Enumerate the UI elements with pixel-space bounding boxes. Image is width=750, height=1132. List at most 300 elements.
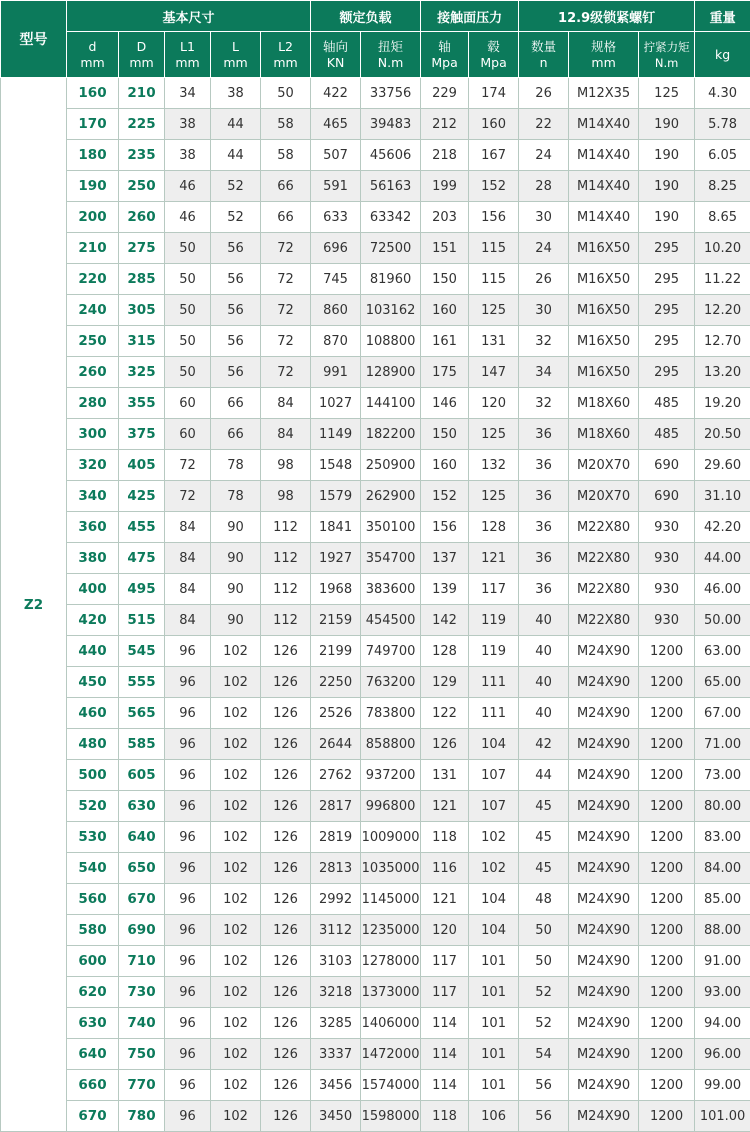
cell-D: 780 — [119, 1101, 165, 1132]
cell-axial: 422 — [311, 78, 361, 109]
cell-L1: 60 — [165, 419, 211, 450]
cell-L2: 72 — [261, 233, 311, 264]
cell-L2: 72 — [261, 295, 311, 326]
cell-L2: 126 — [261, 1039, 311, 1070]
cell-hub-pressure: 119 — [469, 605, 519, 636]
cell-bolt-qty: 52 — [519, 1008, 569, 1039]
basic-size-header: 基本尺寸 — [67, 1, 311, 32]
cell-d: 540 — [67, 853, 119, 884]
col-D: D mm — [119, 32, 165, 78]
cell-bolt-spec: M24X90 — [569, 822, 639, 853]
cell-axial: 1579 — [311, 481, 361, 512]
table-row — [1, 78, 750, 109]
cell-axial: 696 — [311, 233, 361, 264]
cell-shaft-pressure: 229 — [421, 78, 469, 109]
table-row — [1, 419, 750, 450]
cell-hub-pressure: 104 — [469, 915, 519, 946]
cell-bolt-qty: 42 — [519, 729, 569, 760]
cell-axial: 2199 — [311, 636, 361, 667]
cell-bolt-spec: M22X80 — [569, 512, 639, 543]
cell-bolt-qty: 40 — [519, 636, 569, 667]
cell-hub-pressure: 102 — [469, 853, 519, 884]
cell-hub-pressure: 106 — [469, 1101, 519, 1132]
col-L1: L1 mm — [165, 32, 211, 78]
weight-header: 重量 — [695, 1, 750, 32]
cell-bolt-spec: M16X50 — [569, 233, 639, 264]
cell-D: 305 — [119, 295, 165, 326]
cell-L2: 126 — [261, 946, 311, 977]
cell-bolt-spec: M24X90 — [569, 915, 639, 946]
cell-torque: 763200 — [361, 667, 421, 698]
cell-L: 102 — [211, 1008, 261, 1039]
cell-axial: 3450 — [311, 1101, 361, 1132]
cell-d: 220 — [67, 264, 119, 295]
cell-bolt-qty: 36 — [519, 419, 569, 450]
cell-bolt-spec: M24X90 — [569, 884, 639, 915]
cell-torque: 354700 — [361, 543, 421, 574]
cell-L2: 126 — [261, 915, 311, 946]
cell-shaft-pressure: 120 — [421, 915, 469, 946]
cell-hub-pressure: 125 — [469, 295, 519, 326]
bolt-header: 12.9级锁紧螺钉 — [519, 1, 695, 32]
cell-d: 400 — [67, 574, 119, 605]
cell-D: 210 — [119, 78, 165, 109]
cell-hub-pressure: 120 — [469, 388, 519, 419]
cell-d: 500 — [67, 760, 119, 791]
cell-bolt-spec: M14X40 — [569, 109, 639, 140]
cell-L: 102 — [211, 1101, 261, 1132]
cell-hub-pressure: 111 — [469, 698, 519, 729]
cell-d: 240 — [67, 295, 119, 326]
cell-shaft-pressure: 128 — [421, 636, 469, 667]
cell-weight: 4.30 — [695, 78, 750, 109]
col-hub-pressure: 毂 Mpa — [469, 32, 519, 78]
cell-L: 102 — [211, 915, 261, 946]
table-row — [1, 884, 750, 915]
cell-tighten-torque: 1200 — [639, 791, 695, 822]
cell-weight: 13.20 — [695, 357, 750, 388]
cell-D: 515 — [119, 605, 165, 636]
cell-L1: 96 — [165, 946, 211, 977]
cell-bolt-qty: 52 — [519, 977, 569, 1008]
cell-hub-pressure: 111 — [469, 667, 519, 698]
cell-tighten-torque: 1200 — [639, 1101, 695, 1132]
cell-torque: 56163 — [361, 171, 421, 202]
cell-tighten-torque: 190 — [639, 140, 695, 171]
cell-bolt-spec: M20X70 — [569, 450, 639, 481]
contact-pressure-header: 接触面压力 — [421, 1, 519, 32]
cell-bolt-qty: 30 — [519, 202, 569, 233]
cell-shaft-pressure: 126 — [421, 729, 469, 760]
cell-tighten-torque: 930 — [639, 605, 695, 636]
cell-weight: 42.20 — [695, 512, 750, 543]
cell-axial: 3112 — [311, 915, 361, 946]
cell-L: 90 — [211, 574, 261, 605]
cell-L1: 84 — [165, 605, 211, 636]
cell-axial: 1027 — [311, 388, 361, 419]
cell-L1: 84 — [165, 543, 211, 574]
cell-torque: 144100 — [361, 388, 421, 419]
model-header: 型号 — [1, 1, 67, 78]
cell-torque: 350100 — [361, 512, 421, 543]
cell-shaft-pressure: 203 — [421, 202, 469, 233]
col-d: d mm — [67, 32, 119, 78]
cell-torque: 1035000 — [361, 853, 421, 884]
cell-bolt-qty: 24 — [519, 140, 569, 171]
cell-torque: 1373000 — [361, 977, 421, 1008]
cell-shaft-pressure: 131 — [421, 760, 469, 791]
cell-bolt-qty: 30 — [519, 295, 569, 326]
cell-torque: 1145000 — [361, 884, 421, 915]
cell-tighten-torque: 1200 — [639, 977, 695, 1008]
cell-tighten-torque: 295 — [639, 233, 695, 264]
cell-hub-pressure: 115 — [469, 264, 519, 295]
cell-D: 690 — [119, 915, 165, 946]
cell-torque: 454500 — [361, 605, 421, 636]
cell-bolt-qty: 44 — [519, 760, 569, 791]
cell-D: 650 — [119, 853, 165, 884]
cell-bolt-qty: 40 — [519, 605, 569, 636]
cell-D: 275 — [119, 233, 165, 264]
cell-L1: 96 — [165, 1008, 211, 1039]
cell-shaft-pressure: 152 — [421, 481, 469, 512]
cell-bolt-spec: M24X90 — [569, 1008, 639, 1039]
cell-L2: 58 — [261, 109, 311, 140]
cell-L2: 50 — [261, 78, 311, 109]
cell-bolt-qty: 36 — [519, 512, 569, 543]
cell-L1: 50 — [165, 264, 211, 295]
cell-axial: 465 — [311, 109, 361, 140]
cell-bolt-qty: 45 — [519, 853, 569, 884]
cell-bolt-spec: M20X70 — [569, 481, 639, 512]
cell-L: 52 — [211, 171, 261, 202]
cell-d: 380 — [67, 543, 119, 574]
cell-hub-pressure: 104 — [469, 729, 519, 760]
cell-torque: 182200 — [361, 419, 421, 450]
cell-torque: 1406000 — [361, 1008, 421, 1039]
cell-d: 420 — [67, 605, 119, 636]
cell-L2: 112 — [261, 605, 311, 636]
cell-torque: 250900 — [361, 450, 421, 481]
col-axial: 轴向 KN — [311, 32, 361, 78]
cell-L: 102 — [211, 636, 261, 667]
cell-d: 170 — [67, 109, 119, 140]
cell-L: 102 — [211, 946, 261, 977]
cell-L2: 66 — [261, 171, 311, 202]
cell-bolt-qty: 36 — [519, 543, 569, 574]
cell-axial: 2159 — [311, 605, 361, 636]
cell-D: 630 — [119, 791, 165, 822]
cell-torque: 81960 — [361, 264, 421, 295]
cell-bolt-spec: M24X90 — [569, 760, 639, 791]
cell-shaft-pressure: 199 — [421, 171, 469, 202]
cell-shaft-pressure: 117 — [421, 977, 469, 1008]
cell-D: 545 — [119, 636, 165, 667]
cell-L: 102 — [211, 729, 261, 760]
cell-L1: 50 — [165, 295, 211, 326]
cell-bolt-spec: M22X80 — [569, 543, 639, 574]
cell-axial: 2817 — [311, 791, 361, 822]
cell-L2: 112 — [261, 574, 311, 605]
cell-shaft-pressure: 150 — [421, 264, 469, 295]
cell-d: 280 — [67, 388, 119, 419]
cell-hub-pressure: 101 — [469, 1039, 519, 1070]
cell-weight: 8.25 — [695, 171, 750, 202]
cell-L: 102 — [211, 822, 261, 853]
cell-tighten-torque: 295 — [639, 295, 695, 326]
cell-D: 250 — [119, 171, 165, 202]
cell-L: 78 — [211, 450, 261, 481]
cell-D: 585 — [119, 729, 165, 760]
cell-bolt-spec: M14X40 — [569, 171, 639, 202]
cell-L2: 126 — [261, 1008, 311, 1039]
cell-L: 44 — [211, 140, 261, 171]
cell-D: 710 — [119, 946, 165, 977]
cell-bolt-qty: 48 — [519, 884, 569, 915]
cell-tighten-torque: 1200 — [639, 636, 695, 667]
table-row — [1, 388, 750, 419]
col-weight-kg: kg — [695, 32, 750, 78]
cell-d: 580 — [67, 915, 119, 946]
cell-L1: 96 — [165, 915, 211, 946]
cell-bolt-qty: 26 — [519, 264, 569, 295]
cell-L2: 72 — [261, 357, 311, 388]
cell-axial: 2526 — [311, 698, 361, 729]
cell-shaft-pressure: 121 — [421, 884, 469, 915]
cell-bolt-qty: 22 — [519, 109, 569, 140]
cell-d: 670 — [67, 1101, 119, 1132]
cell-weight: 44.00 — [695, 543, 750, 574]
cell-weight: 101.00 — [695, 1101, 750, 1132]
cell-shaft-pressure: 114 — [421, 1039, 469, 1070]
table-row — [1, 264, 750, 295]
cell-tighten-torque: 190 — [639, 171, 695, 202]
cell-D: 315 — [119, 326, 165, 357]
cell-shaft-pressure: 150 — [421, 419, 469, 450]
cell-L: 44 — [211, 109, 261, 140]
cell-L: 102 — [211, 667, 261, 698]
cell-d: 320 — [67, 450, 119, 481]
cell-d: 180 — [67, 140, 119, 171]
cell-shaft-pressure: 114 — [421, 1070, 469, 1101]
cell-torque: 937200 — [361, 760, 421, 791]
cell-bolt-spec: M24X90 — [569, 791, 639, 822]
cell-tighten-torque: 485 — [639, 388, 695, 419]
cell-hub-pressure: 101 — [469, 977, 519, 1008]
cell-D: 375 — [119, 419, 165, 450]
cell-bolt-qty: 36 — [519, 450, 569, 481]
table-row — [1, 1070, 750, 1101]
cell-bolt-spec: M24X90 — [569, 853, 639, 884]
cell-bolt-spec: M24X90 — [569, 667, 639, 698]
cell-axial: 2644 — [311, 729, 361, 760]
cell-bolt-spec: M24X90 — [569, 636, 639, 667]
cell-d: 660 — [67, 1070, 119, 1101]
cell-L2: 84 — [261, 388, 311, 419]
cell-torque: 45606 — [361, 140, 421, 171]
cell-weight: 63.00 — [695, 636, 750, 667]
cell-axial: 507 — [311, 140, 361, 171]
cell-tighten-torque: 1200 — [639, 946, 695, 977]
cell-L: 102 — [211, 977, 261, 1008]
cell-D: 225 — [119, 109, 165, 140]
cell-weight: 85.00 — [695, 884, 750, 915]
cell-bolt-spec: M16X50 — [569, 326, 639, 357]
table-row — [1, 605, 750, 636]
cell-shaft-pressure: 117 — [421, 946, 469, 977]
cell-L1: 96 — [165, 884, 211, 915]
cell-shaft-pressure: 118 — [421, 1101, 469, 1132]
cell-d: 530 — [67, 822, 119, 853]
table-row — [1, 295, 750, 326]
cell-bolt-qty: 56 — [519, 1101, 569, 1132]
cell-L2: 126 — [261, 1101, 311, 1132]
table-row — [1, 698, 750, 729]
cell-torque: 783800 — [361, 698, 421, 729]
cell-bolt-spec: M14X40 — [569, 140, 639, 171]
cell-weight: 10.20 — [695, 233, 750, 264]
table-row — [1, 667, 750, 698]
cell-L: 102 — [211, 760, 261, 791]
cell-L1: 84 — [165, 512, 211, 543]
cell-L: 38 — [211, 78, 261, 109]
col-tighten-torque: 拧紧力矩 N.m — [639, 32, 695, 78]
cell-L2: 126 — [261, 698, 311, 729]
cell-D: 670 — [119, 884, 165, 915]
cell-L2: 126 — [261, 884, 311, 915]
cell-axial: 1927 — [311, 543, 361, 574]
table-row — [1, 481, 750, 512]
cell-L1: 50 — [165, 357, 211, 388]
cell-hub-pressure: 117 — [469, 574, 519, 605]
cell-d: 260 — [67, 357, 119, 388]
cell-axial: 3285 — [311, 1008, 361, 1039]
cell-L1: 96 — [165, 636, 211, 667]
cell-axial: 591 — [311, 171, 361, 202]
cell-axial: 860 — [311, 295, 361, 326]
cell-torque: 1574000 — [361, 1070, 421, 1101]
cell-d: 630 — [67, 1008, 119, 1039]
cell-L: 56 — [211, 357, 261, 388]
table-row — [1, 1101, 750, 1132]
table-row — [1, 760, 750, 791]
cell-tighten-torque: 1200 — [639, 915, 695, 946]
cell-axial: 991 — [311, 357, 361, 388]
cell-shaft-pressure: 121 — [421, 791, 469, 822]
cell-L1: 60 — [165, 388, 211, 419]
cell-weight: 84.00 — [695, 853, 750, 884]
cell-bolt-spec: M22X80 — [569, 574, 639, 605]
table-row — [1, 202, 750, 233]
cell-bolt-qty: 36 — [519, 574, 569, 605]
cell-torque: 1598000 — [361, 1101, 421, 1132]
cell-L2: 126 — [261, 853, 311, 884]
cell-tighten-torque: 1200 — [639, 1070, 695, 1101]
cell-weight: 73.00 — [695, 760, 750, 791]
cell-L2: 126 — [261, 667, 311, 698]
cell-weight: 6.05 — [695, 140, 750, 171]
cell-L2: 126 — [261, 760, 311, 791]
cell-L1: 72 — [165, 481, 211, 512]
cell-D: 555 — [119, 667, 165, 698]
cell-tighten-torque: 125 — [639, 78, 695, 109]
cell-tighten-torque: 190 — [639, 109, 695, 140]
col-L: L mm — [211, 32, 261, 78]
table-row — [1, 822, 750, 853]
cell-d: 160 — [67, 78, 119, 109]
cell-bolt-qty: 32 — [519, 326, 569, 357]
cell-tighten-torque: 1200 — [639, 853, 695, 884]
col-shaft-pressure: 轴 Mpa — [421, 32, 469, 78]
cell-D: 605 — [119, 760, 165, 791]
cell-shaft-pressure: 142 — [421, 605, 469, 636]
cell-D: 325 — [119, 357, 165, 388]
cell-L: 102 — [211, 791, 261, 822]
cell-hub-pressure: 107 — [469, 760, 519, 791]
cell-tighten-torque: 1200 — [639, 1008, 695, 1039]
cell-L1: 46 — [165, 171, 211, 202]
cell-L1: 50 — [165, 233, 211, 264]
table-row — [1, 1039, 750, 1070]
cell-tighten-torque: 295 — [639, 357, 695, 388]
cell-d: 520 — [67, 791, 119, 822]
cell-L: 102 — [211, 884, 261, 915]
model-cell: Z2 — [1, 78, 67, 1132]
cell-torque: 749700 — [361, 636, 421, 667]
cell-torque: 1235000 — [361, 915, 421, 946]
cell-weight: 88.00 — [695, 915, 750, 946]
cell-hub-pressure: 101 — [469, 946, 519, 977]
cell-L: 102 — [211, 1039, 261, 1070]
cell-axial: 3103 — [311, 946, 361, 977]
cell-shaft-pressure: 218 — [421, 140, 469, 171]
cell-L: 90 — [211, 605, 261, 636]
cell-shaft-pressure: 137 — [421, 543, 469, 574]
cell-d: 190 — [67, 171, 119, 202]
cell-bolt-qty: 40 — [519, 698, 569, 729]
cell-L1: 96 — [165, 1039, 211, 1070]
cell-D: 740 — [119, 1008, 165, 1039]
cell-D: 750 — [119, 1039, 165, 1070]
cell-shaft-pressure: 212 — [421, 109, 469, 140]
cell-L2: 112 — [261, 512, 311, 543]
cell-axial: 870 — [311, 326, 361, 357]
cell-L2: 72 — [261, 326, 311, 357]
cell-L2: 126 — [261, 977, 311, 1008]
cell-hub-pressure: 101 — [469, 1070, 519, 1101]
cell-L1: 72 — [165, 450, 211, 481]
cell-L1: 96 — [165, 698, 211, 729]
cell-weight: 31.10 — [695, 481, 750, 512]
cell-axial: 1548 — [311, 450, 361, 481]
cell-tighten-torque: 295 — [639, 264, 695, 295]
cell-hub-pressure: 128 — [469, 512, 519, 543]
cell-L: 102 — [211, 698, 261, 729]
table-row — [1, 853, 750, 884]
cell-bolt-qty: 40 — [519, 667, 569, 698]
cell-hub-pressure: 125 — [469, 419, 519, 450]
cell-hub-pressure: 107 — [469, 791, 519, 822]
cell-L2: 98 — [261, 481, 311, 512]
cell-d: 600 — [67, 946, 119, 977]
cell-bolt-qty: 50 — [519, 915, 569, 946]
col-bolt-spec: 规格 mm — [569, 32, 639, 78]
spec-table-body — [1, 78, 750, 1132]
cell-D: 355 — [119, 388, 165, 419]
cell-L1: 84 — [165, 574, 211, 605]
table-row — [1, 791, 750, 822]
cell-tighten-torque: 930 — [639, 512, 695, 543]
